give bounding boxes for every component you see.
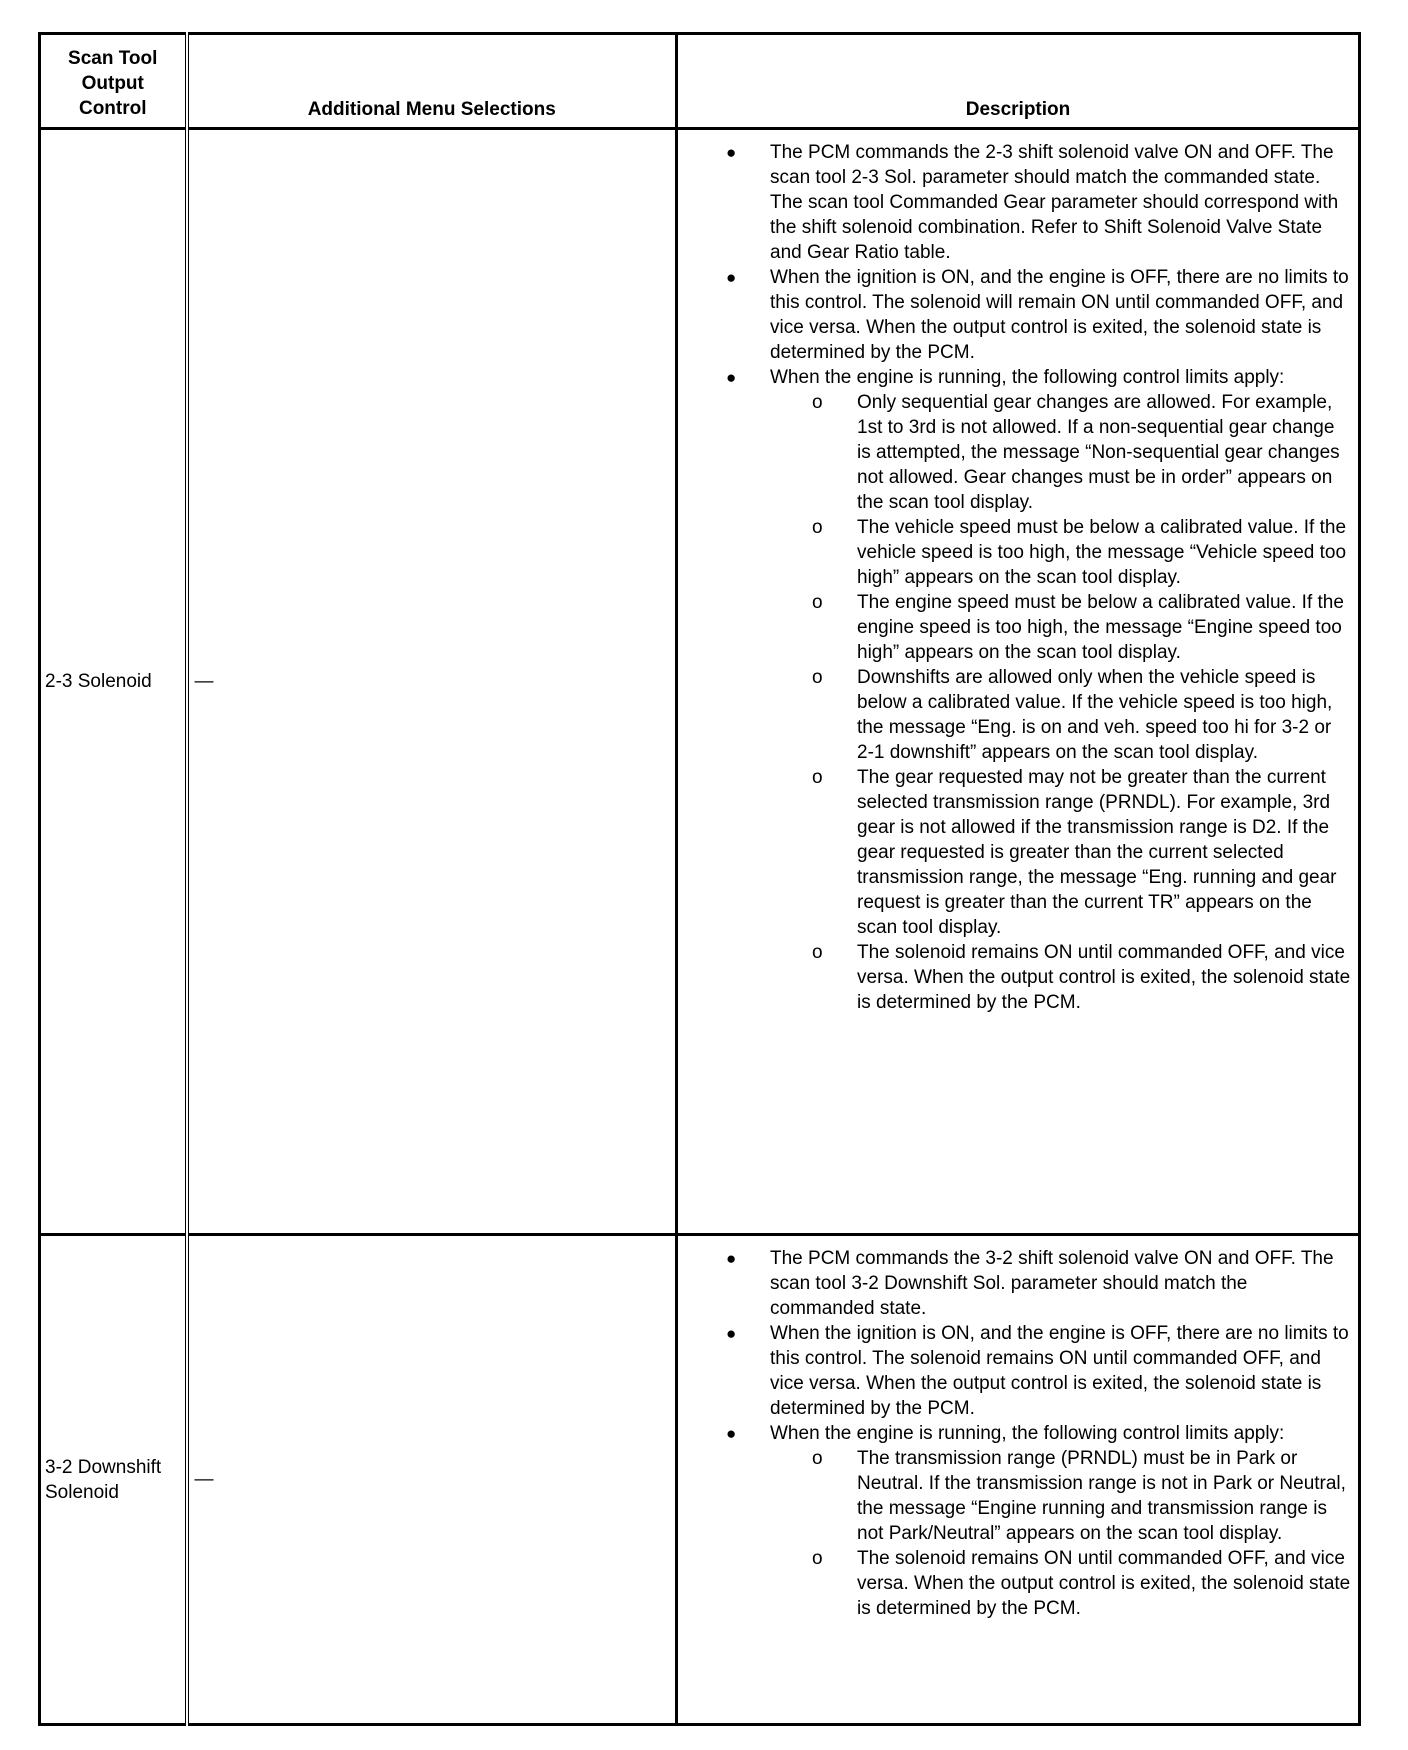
circle-bullet-icon: o xyxy=(812,592,823,613)
sub-bullet-text: Only sequential gear changes are allowed. For example, 1st to 3rd is not allowed. If a non-sequential gear change is attempted, the message “Non-sequential gear changes not allowed. Gear changes must be in order” appears on the scan tool display. xyxy=(857,392,1340,513)
list-item xyxy=(770,590,1352,665)
bullet-text: When the engine is running, the following control limits apply: xyxy=(770,1423,1285,1444)
header-line: Scan Tool xyxy=(68,48,158,69)
header-line: Control xyxy=(78,98,147,119)
header-scan-tool-output-control xyxy=(40,34,187,129)
sub-bullet-text: The engine speed must be below a calibrated value. If the engine speed is too high, the message “Engine speed too high” appears on the scan tool display. xyxy=(857,592,1344,663)
list-item xyxy=(770,390,1352,515)
circle-bullet-icon: o xyxy=(812,942,823,963)
list-item xyxy=(770,765,1352,940)
description-cell xyxy=(677,1235,1360,1725)
bullet-icon: ● xyxy=(726,1249,737,1268)
list-item xyxy=(770,665,1352,765)
circle-bullet-icon: o xyxy=(812,667,823,688)
sub-bullet-text: Downshifts are allowed only when the vehicle speed is below a calibrated value. If the vehicle speed is too high, the message “Eng. is on and veh. speed too hi for 3-2 or 2-1 downshift” appears on the scan tool display. xyxy=(857,667,1333,763)
bullet-icon: ● xyxy=(726,1324,737,1343)
bullet-text: The PCM commands the 3-2 shift solenoid valve ON and OFF. The scan tool 3-2 Downshift Sol. parameter should match the commanded state. xyxy=(770,1248,1334,1319)
bullet-icon: ● xyxy=(726,1424,737,1443)
bullet-text: When the engine is running, the following control limits apply: xyxy=(770,367,1285,388)
output-control-name: 3-2 Downshift Solenoid xyxy=(40,1235,187,1725)
circle-bullet-icon: o xyxy=(812,1448,823,1469)
list-item xyxy=(678,1321,1352,1421)
description-cell xyxy=(677,129,1360,1235)
bullet-icon: ● xyxy=(726,368,737,387)
sub-bullet-text: The solenoid remains ON until commanded OFF, and vice versa. When the output control is exited, the solenoid state is determined by the PCM. xyxy=(857,942,1351,1013)
circle-bullet-icon: o xyxy=(812,767,823,788)
sub-bullet-list xyxy=(770,390,1352,1015)
sub-bullet-list xyxy=(770,1446,1352,1621)
list-item xyxy=(770,1546,1352,1621)
output-control-name: 2-3 Solenoid xyxy=(40,129,187,1235)
circle-bullet-icon: o xyxy=(812,392,823,413)
header-additional-menu-selections: Additional Menu Selections xyxy=(187,34,677,129)
sub-bullet-text: The solenoid remains ON until commanded OFF, and vice versa. When the output control is exited, the solenoid state is determined by the PCM. xyxy=(857,1548,1351,1619)
circle-bullet-icon: o xyxy=(812,517,823,538)
list-item xyxy=(678,1246,1352,1321)
menu-selection: — xyxy=(187,129,677,1235)
list-item xyxy=(678,140,1352,265)
bullet-list xyxy=(678,140,1352,1015)
list-item xyxy=(678,1421,1352,1621)
sub-bullet-text: The transmission range (PRNDL) must be in Park or Neutral. If the transmission range is not in Park or Neutral, the message “Engine running and transmission range is not Park/Neutral” appears on the scan tool display. xyxy=(857,1448,1346,1544)
header-line: Output xyxy=(81,73,144,94)
bullet-icon: ● xyxy=(726,268,737,287)
header-row xyxy=(40,34,1360,129)
list-item xyxy=(678,265,1352,365)
list-item xyxy=(770,1446,1352,1546)
bullet-text: When the ignition is ON, and the engine is OFF, there are no limits to this control. The solenoid will remain ON until commanded OFF, and vice versa. When the output control is exited, the solenoid state is determined by the PCM. xyxy=(770,267,1349,363)
table-row xyxy=(40,129,1360,1235)
list-item xyxy=(678,365,1352,1015)
output-control-table xyxy=(38,32,1361,1726)
bullet-text: When the ignition is ON, and the engine is OFF, there are no limits to this control. The solenoid remains ON until commanded OFF, and vice versa. When the output control is exited, the solenoid state is determined by the PCM. xyxy=(770,1323,1349,1419)
sub-bullet-text: The gear requested may not be greater than the current selected transmission range (PRNDL). For example, 3rd gear is not allowed if the transmission range is D2. If the gear requested is greater than the current selected transmission range, the message “Eng. running and gear request is greater than the current TR” appears on the scan tool display. xyxy=(857,767,1337,938)
menu-selection: — xyxy=(187,1235,677,1725)
bullet-icon: ● xyxy=(726,143,737,162)
bullet-text: The PCM commands the 2-3 shift solenoid valve ON and OFF. The scan tool 2-3 Sol. parameter should match the commanded state. The scan tool Commanded Gear parameter should correspond with the shift solenoid combination. Refer to Shift Solenoid Valve State and Gear Ratio table. xyxy=(770,142,1339,263)
list-item xyxy=(770,515,1352,590)
bullet-list xyxy=(678,1246,1352,1621)
circle-bullet-icon: o xyxy=(812,1548,823,1569)
header-description: Description xyxy=(677,34,1360,129)
table-row xyxy=(40,1235,1360,1725)
list-item xyxy=(770,940,1352,1015)
sub-bullet-text: The vehicle speed must be below a calibrated value. If the vehicle speed is too high, the message “Vehicle speed too high” appears on the scan tool display. xyxy=(857,517,1347,588)
